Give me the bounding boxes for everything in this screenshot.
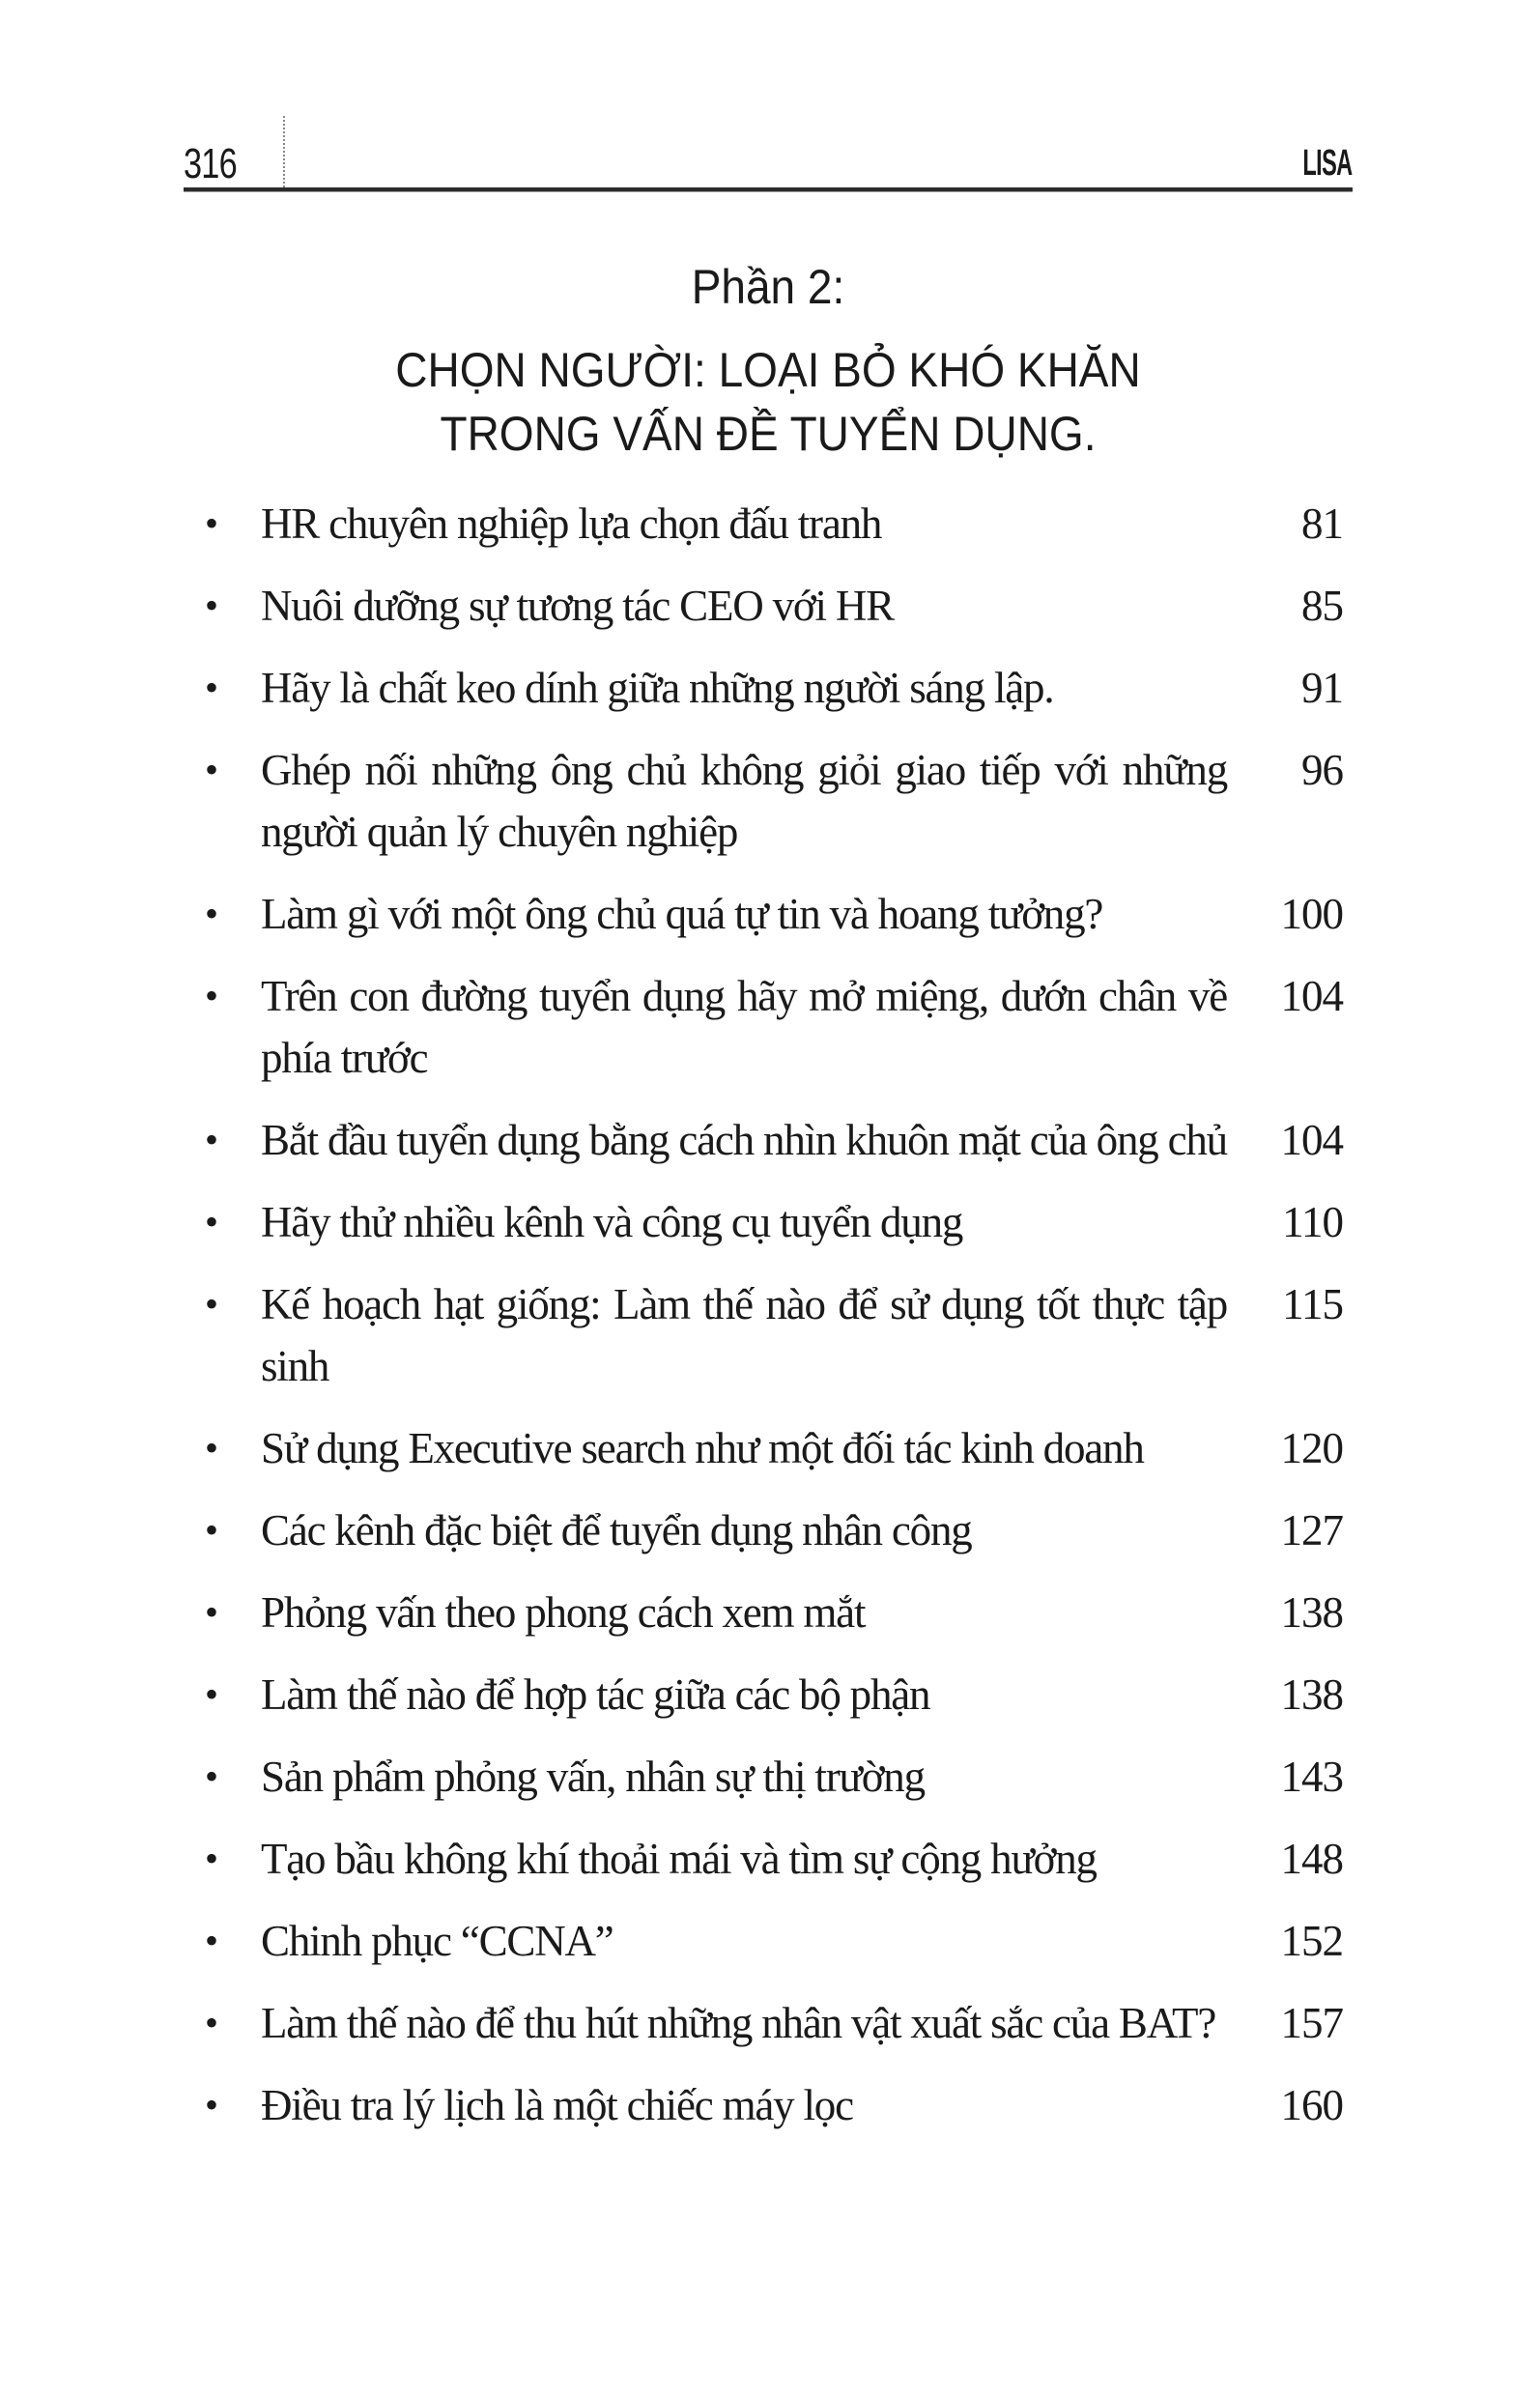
toc-entry-page: 81 xyxy=(1301,499,1343,548)
toc-entry-page: 143 xyxy=(1280,1753,1343,1801)
toc-entry-page: 91 xyxy=(1301,664,1343,712)
toc-entry[interactable] xyxy=(193,1746,1343,1808)
toc-entry-page: 138 xyxy=(1280,1588,1343,1637)
bullet-icon: • xyxy=(205,666,219,709)
toc-entry[interactable] xyxy=(193,1109,1343,1171)
toc-entry-title: HR chuyên nghiệp lựa chọn đấu tranh xyxy=(261,499,882,548)
bullet-icon: • xyxy=(205,2083,219,2126)
toc-entry-title: Chinh phục “CCNA” xyxy=(261,1917,613,1965)
toc-entry-title: Làm thế nào để thu hút những nhân vật xuất sắc của BAT? xyxy=(261,1999,1216,2047)
toc-entry-page: 160 xyxy=(1280,2081,1343,2129)
toc-entry-page: 120 xyxy=(1280,1424,1343,1472)
bullet-icon: • xyxy=(205,1508,219,1552)
toc-entry[interactable] xyxy=(193,493,1343,555)
part-label: Phần 2: xyxy=(691,260,845,314)
bullet-icon: • xyxy=(205,892,219,935)
toc-entry-title: Kế hoạch hạt giống: Làm thế nào để sử dụng tốt thực tập sinh xyxy=(261,1280,1227,1390)
toc-entry-page: 127 xyxy=(1280,1506,1343,1555)
toc-entry-page: 85 xyxy=(1301,582,1343,630)
toc-entry-page: 138 xyxy=(1280,1670,1343,1719)
toc-entry[interactable] xyxy=(193,1417,1343,1479)
toc-entry-page: 152 xyxy=(1280,1917,1343,1965)
toc-entry-title: Phỏng vấn theo phong cách xem mắt xyxy=(261,1588,866,1637)
toc-entry-title: Làm gì với một ông chủ quá tự tin và hoang tưởng? xyxy=(261,890,1103,938)
bullet-icon: • xyxy=(205,1837,219,1880)
bullet-icon: • xyxy=(205,1754,219,1798)
bullet-icon: • xyxy=(205,1590,219,1634)
bullet-icon: • xyxy=(205,2001,219,2044)
part-title xyxy=(230,338,1305,466)
toc-entry-title: Nuôi dưỡng sự tương tác CEO với HR xyxy=(261,582,894,630)
toc-entry-title: Hãy là chất keo dính giữa những người sáng lập. xyxy=(261,664,1054,712)
bullet-icon: • xyxy=(205,1282,219,1326)
toc-entry-title: Làm thế nào để hợp tác giữa các bộ phận xyxy=(261,1670,930,1719)
bullet-icon: • xyxy=(205,748,219,791)
toc-entry-title: Điều tra lý lịch là một chiếc máy lọc xyxy=(261,2081,853,2129)
part-title-line: CHỌN NGƯỜI: LOẠI BỎ KHÓ KHĂN xyxy=(395,343,1141,397)
toc-entry-title: Các kênh đặc biệt để tuyển dụng nhân công xyxy=(261,1506,972,1555)
toc-entry-title: Sử dụng Executive search như một đối tác kinh doanh xyxy=(261,1424,1144,1472)
toc-entry-title: Tạo bầu không khí thoải mái và tìm sự cộng hưởng xyxy=(261,1835,1097,1883)
header-divider xyxy=(283,116,285,191)
bullet-icon: • xyxy=(205,974,219,1017)
bullet-icon: • xyxy=(205,1919,219,1962)
toc-entry[interactable] xyxy=(193,1273,1343,1397)
toc-entry[interactable] xyxy=(193,883,1343,945)
toc-entry-page: 100 xyxy=(1280,890,1343,938)
table-of-contents xyxy=(193,493,1343,2156)
toc-entry[interactable] xyxy=(193,1828,1343,1890)
page-header xyxy=(184,116,1353,191)
toc-entry[interactable] xyxy=(193,657,1343,719)
toc-entry-page: 104 xyxy=(1280,1116,1343,1164)
toc-entry[interactable] xyxy=(193,739,1343,863)
toc-entry[interactable] xyxy=(193,1664,1343,1726)
bullet-icon: • xyxy=(205,501,219,545)
bullet-icon: • xyxy=(205,1426,219,1469)
page-number: 316 xyxy=(184,140,237,187)
toc-entry[interactable] xyxy=(193,1582,1343,1643)
toc-entry-title: Sản phẩm phỏng vấn, nhân sự thị trường xyxy=(261,1753,925,1801)
bullet-icon: • xyxy=(205,1118,219,1161)
toc-entry[interactable] xyxy=(193,1191,1343,1253)
bullet-icon: • xyxy=(205,1672,219,1716)
toc-entry-page: 110 xyxy=(1282,1198,1343,1246)
toc-entry-page: 96 xyxy=(1301,746,1343,794)
toc-entry[interactable] xyxy=(193,1992,1343,2054)
toc-entry-page: 148 xyxy=(1280,1835,1343,1883)
running-head: LISA xyxy=(1302,143,1353,184)
bullet-icon: • xyxy=(205,584,219,627)
header-rule xyxy=(184,187,1353,191)
toc-entry-title: Hãy thử nhiều kênh và công cụ tuyển dụng xyxy=(261,1198,963,1246)
toc-entry-page: 115 xyxy=(1282,1280,1343,1328)
toc-entry[interactable] xyxy=(193,2074,1343,2136)
toc-entry-title: Ghép nối những ông chủ không giỏi giao tiếp với những người quản lý chuyên nghiệp xyxy=(261,746,1227,856)
toc-entry[interactable] xyxy=(193,575,1343,637)
toc-entry[interactable] xyxy=(193,1910,1343,1972)
toc-entry-title: Trên con đường tuyển dụng hãy mở miệng, dướn chân về phía trước xyxy=(261,972,1227,1082)
part-title-line: TRONG VẤN ĐỀ TUYỂN DỤNG. xyxy=(440,407,1097,461)
toc-entry-page: 104 xyxy=(1280,972,1343,1020)
toc-entry-title: Bắt đầu tuyển dụng bằng cách nhìn khuôn mặt của ông chủ xyxy=(261,1116,1227,1164)
toc-entry-page: 157 xyxy=(1280,1999,1343,2047)
bullet-icon: • xyxy=(205,1200,219,1243)
toc-entry[interactable] xyxy=(193,1499,1343,1561)
toc-entry[interactable] xyxy=(193,965,1343,1089)
